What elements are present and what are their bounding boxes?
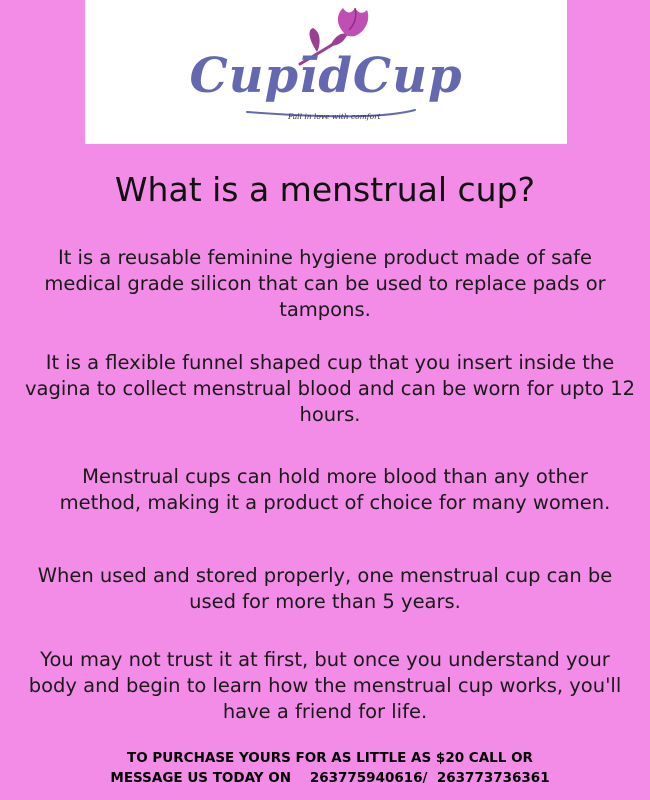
info-paragraph-1: It is a reusable feminine hygiene product made of safe medical grade silicon that can be used to replace pads or tampons. xyxy=(44,246,606,321)
cta-line-1: TO PURCHASE YOURS FOR AS LITTLE AS $20 CALL OR xyxy=(127,750,533,766)
brand-tagline: Fall in love with comfort xyxy=(288,112,381,121)
logo-panel xyxy=(85,0,567,144)
info-paragraph-3: Menstrual cups can hold more blood than any other method, making it a product of choice for many women. xyxy=(59,465,611,514)
cta-line-2: MESSAGE US TODAY ON 263775940616/ 263773736361 xyxy=(110,770,550,786)
info-paragraph-2: It is a flexible funnel shaped cup that you insert inside the vagina to collect menstrual blood and can be worn for upto 12 hours. xyxy=(24,351,636,426)
brand-logo-text: CupīdCup xyxy=(189,48,463,104)
info-paragraph-5: You may not trust it at first, but once you understand your body and begin to learn how the menstrual cup works, you'll have a friend for life. xyxy=(28,648,622,723)
page-title: What is a menstrual cup? xyxy=(114,170,536,209)
call-to-action xyxy=(0,748,650,788)
info-paragraph-4: When used and stored properly, one menstrual cup can be used for more than 5 years. xyxy=(37,564,613,613)
